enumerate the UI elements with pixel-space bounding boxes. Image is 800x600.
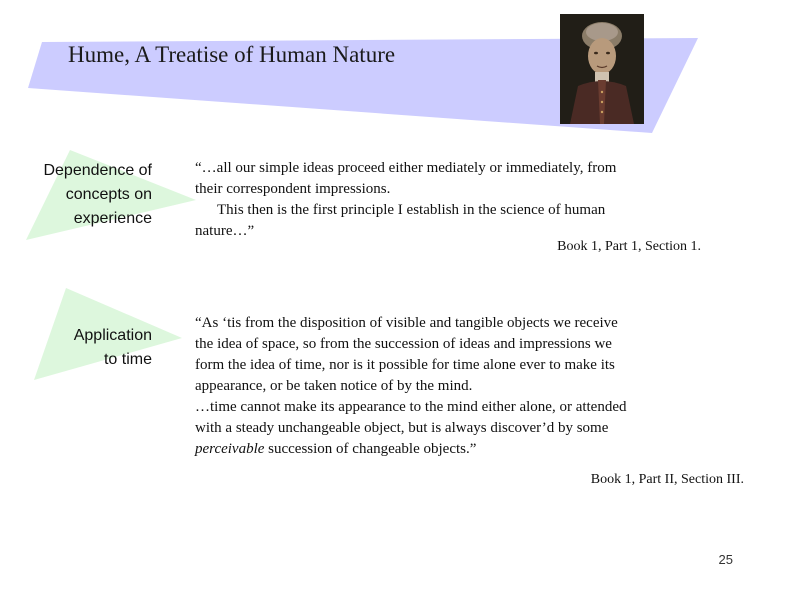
- quote-line: “…all our simple ideas proceed either mediately or immediately, from: [195, 160, 617, 176]
- section1-citation: Book 1, Part 1, Section 1.: [557, 239, 701, 254]
- section2-label-line: to time: [103, 351, 152, 368]
- quote-line: form the idea of time, nor is it possible for time alone ever to make its: [195, 357, 615, 373]
- quote-line-last: [195, 439, 755, 460]
- section2-quote: [195, 313, 755, 460]
- quote-line-rest: succession of changeable objects.”: [264, 441, 477, 457]
- section1-label-line: concepts on: [65, 186, 152, 203]
- italic-word: perceivable: [195, 441, 265, 457]
- quote-line: “As ‘tis from the disposition of visible and tangible objects we receive: [195, 315, 618, 331]
- page-number: 25: [718, 552, 733, 567]
- section1-label-line: Dependence of: [43, 162, 152, 179]
- quote-line: with a steady unchangeable object, but is always discover’d by some: [195, 420, 609, 436]
- quote-line: their correspondent impressions.: [195, 181, 391, 197]
- slide-title: Hume, A Treatise of Human Nature: [68, 42, 396, 67]
- section1-label-line: experience: [73, 210, 152, 227]
- quote-line: …time cannot make its appearance to the mind either alone, or attended: [195, 399, 627, 415]
- title-banner: [0, 0, 800, 140]
- quote-line: appearance, or be taken notice of by the mind.: [195, 378, 473, 394]
- section1-quote: [195, 158, 725, 242]
- section1-label: [43, 159, 152, 231]
- quote-line: the idea of space, so from the succession of ideas and impressions we: [195, 336, 612, 352]
- section2-label-line: Application: [73, 327, 152, 344]
- section2-citation: Book 1, Part II, Section III.: [590, 472, 744, 487]
- section2-label: [74, 324, 152, 372]
- quote-line: This then is the first principle I establish in the science of human: [217, 202, 606, 218]
- quote-line: nature…”: [195, 223, 255, 239]
- hume-portrait-image: [560, 14, 644, 124]
